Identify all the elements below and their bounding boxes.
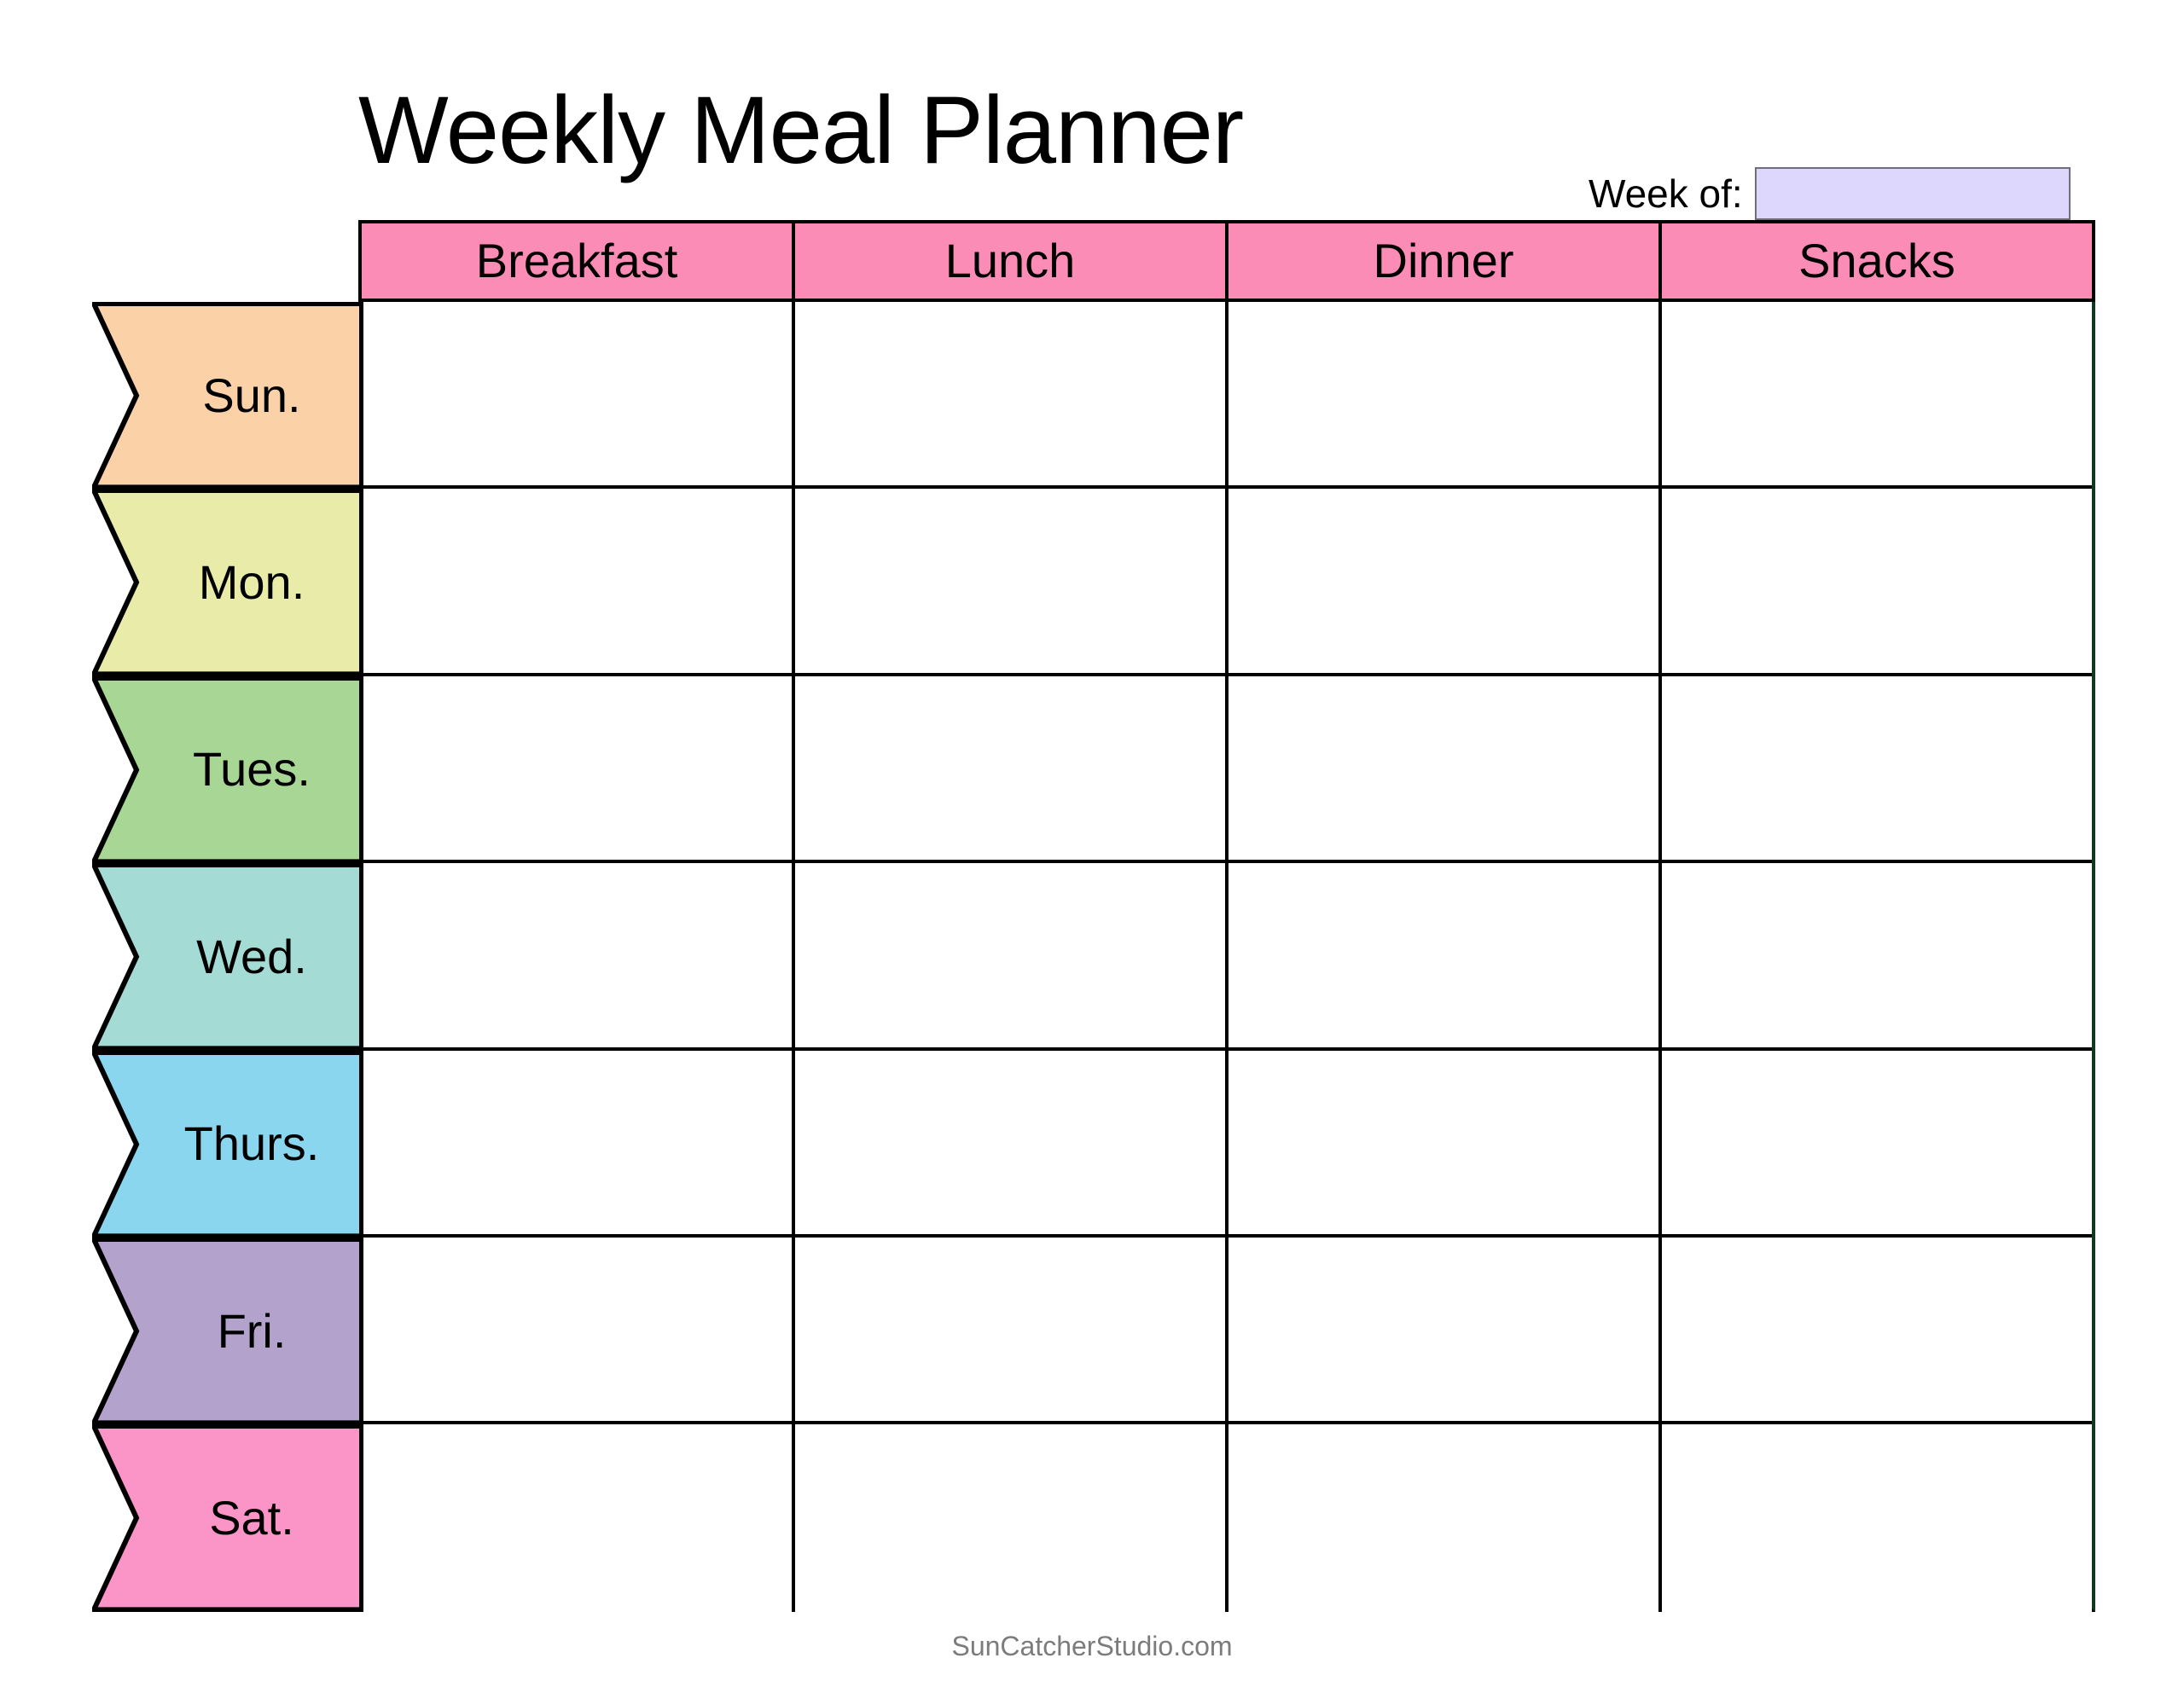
cell-mon-snacks[interactable] [1662,489,2092,672]
column-header-lunch: Lunch [795,223,1228,299]
cell-tues-breakfast[interactable] [362,676,795,860]
cell-fri-breakfast[interactable] [362,1238,795,1421]
page-title: Weekly Meal Planner [358,77,1244,183]
day-banner-sat [92,1424,363,1611]
cell-mon-breakfast[interactable] [362,489,795,672]
cell-thurs-dinner[interactable] [1228,1051,1662,1234]
column-header-row [358,220,2095,302]
table-row [362,676,2092,863]
cell-sat-snacks[interactable] [1662,1424,2092,1611]
cell-sun-snacks[interactable] [1662,302,2092,485]
cell-tues-dinner[interactable] [1228,676,1662,860]
cell-tues-snacks[interactable] [1662,676,2092,860]
cell-thurs-lunch[interactable] [795,1051,1228,1234]
planner-body [358,302,2095,1612]
day-label-wed: Wed. [196,929,307,983]
table-row [362,1051,2092,1238]
cell-wed-snacks[interactable] [1662,863,2092,1046]
cell-wed-lunch[interactable] [795,863,1228,1046]
cell-thurs-breakfast[interactable] [362,1051,795,1234]
footer-credit: SunCatcherStudio.com [951,1631,1233,1661]
day-banner-sun [92,302,363,489]
day-banner-wed [92,863,363,1050]
column-header-breakfast: Breakfast [362,223,795,299]
page-header [0,41,2184,216]
cell-fri-lunch[interactable] [795,1238,1228,1421]
cell-wed-dinner[interactable] [1228,863,1662,1046]
day-label-sat: Sat. [209,1491,294,1545]
day-label-tues: Tues. [193,742,311,797]
cell-wed-breakfast[interactable] [362,863,795,1046]
table-row [362,1238,2092,1424]
day-banner-fri [92,1238,363,1424]
cell-sat-dinner[interactable] [1228,1424,1662,1611]
day-banner-thurs [92,1051,363,1238]
cell-sun-lunch[interactable] [795,302,1228,485]
table-row [362,302,2092,489]
planner-grid [358,220,2095,1612]
day-label-fri: Fri. [217,1303,287,1358]
cell-sun-breakfast[interactable] [362,302,795,485]
cell-mon-dinner[interactable] [1228,489,1662,672]
cell-mon-lunch[interactable] [795,489,1228,672]
cell-thurs-snacks[interactable] [1662,1051,2092,1234]
cell-sat-breakfast[interactable] [362,1424,795,1611]
cell-fri-snacks[interactable] [1662,1238,2092,1421]
table-row [362,863,2092,1050]
table-row [362,1424,2092,1611]
table-row [362,489,2092,675]
cell-sun-dinner[interactable] [1228,302,1662,485]
day-label-mon: Mon. [198,555,305,610]
column-header-snacks: Snacks [1662,223,2092,299]
week-of-label: Week of: [1589,171,1743,216]
cell-sat-lunch[interactable] [795,1424,1228,1611]
cell-fri-dinner[interactable] [1228,1238,1662,1421]
column-header-dinner: Dinner [1228,223,1662,299]
day-label-thurs: Thurs. [183,1116,320,1171]
day-banner-mon [92,489,363,675]
week-of-group [1589,167,2071,220]
cell-tues-lunch[interactable] [795,676,1228,860]
day-banner-column [92,302,363,1615]
day-banner-tues [92,676,363,863]
week-of-input[interactable] [1755,167,2071,220]
day-label-sun: Sun. [202,368,301,422]
